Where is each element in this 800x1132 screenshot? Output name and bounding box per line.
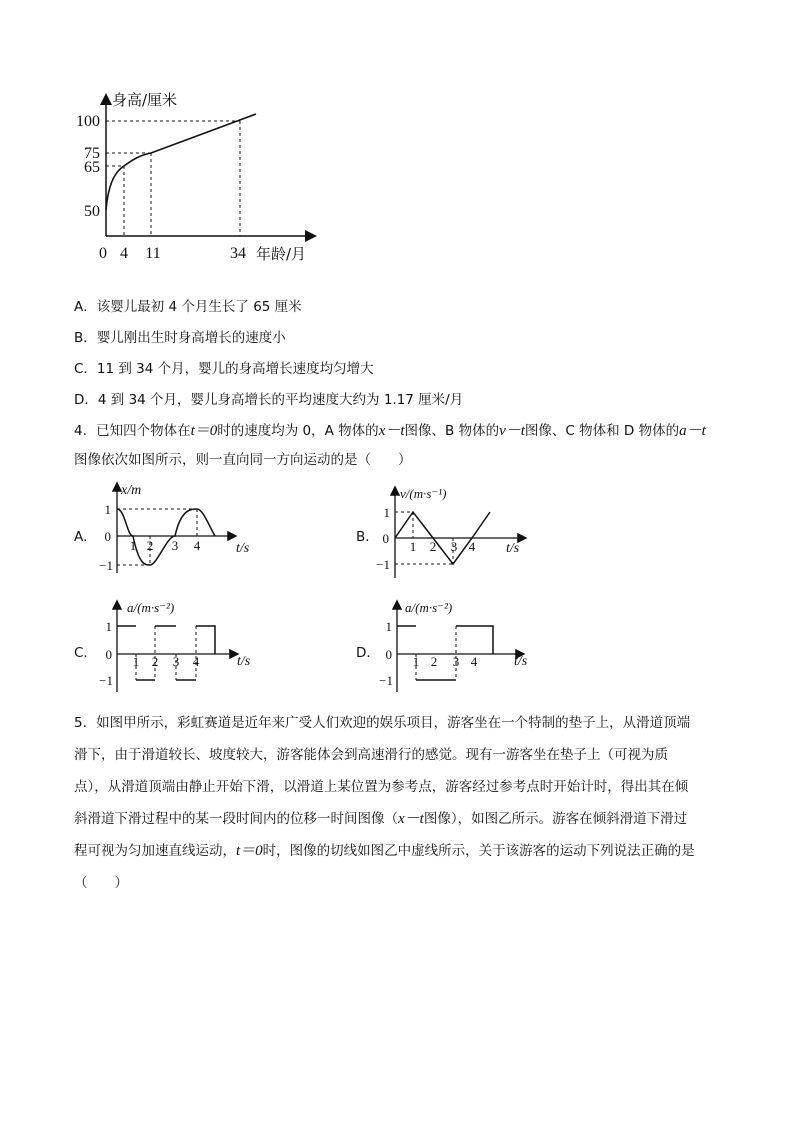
x-axis-label: 年龄/月 <box>256 245 307 263</box>
svg-text:4: 4 <box>193 538 201 553</box>
svg-text:−1: −1 <box>376 557 390 572</box>
q4-stem-line2: 图像依次如图所示，则一直向同一方向运动的是（ ） <box>74 452 412 468</box>
svg-text:2: 2 <box>430 654 438 669</box>
q5-line4: 斜滑道下滑过程中的某一段时间内的位移一时间图像（x－t图像），如图乙所示。游客在倾斜滑道下滑过 <box>74 811 688 827</box>
svg-text:3: 3 <box>172 654 180 669</box>
svg-text:1: 1 <box>383 505 390 520</box>
q5-line1: 5．如图甲所示，彩虹赛道是近年来广受人们欢迎的娱乐项目，游客坐在一个特制的垫子上，从滑道顶端 <box>74 715 691 731</box>
svg-text:t/s: t/s <box>514 654 528 669</box>
tick-x-4: 4 <box>120 245 128 262</box>
svg-text:x/m: x/m <box>121 483 142 498</box>
c-line <box>117 626 215 680</box>
svg-text:−1: −1 <box>379 673 393 688</box>
tick-y-100: 100 <box>76 113 100 130</box>
svg-text:t/s: t/s <box>506 541 520 556</box>
option-c: C．11 到 34 个月，婴儿的身高增长速度均匀增大 <box>74 361 374 377</box>
tick-y-50: 50 <box>84 203 100 220</box>
growth-curve <box>106 114 256 210</box>
svg-text:1: 1 <box>129 538 137 553</box>
svg-text:2: 2 <box>146 538 154 553</box>
tick-y-75: 75 <box>84 145 100 162</box>
svg-text:4: 4 <box>468 539 476 554</box>
q5-line6: （ ） <box>74 875 128 891</box>
graph-c <box>95 596 260 696</box>
svg-text:t/s: t/s <box>237 654 251 669</box>
svg-text:−1: −1 <box>99 558 113 573</box>
svg-text:0: 0 <box>382 531 389 546</box>
svg-text:−1: −1 <box>99 673 113 688</box>
option-a: A．该婴儿最初 4 个月生长了 65 厘米 <box>74 299 302 315</box>
option-d: D．4 到 34 个月，婴儿身高增长的平均速度大约为 1.17 厘米/月 <box>74 392 464 408</box>
svg-text:1: 1 <box>132 654 140 669</box>
q5-line5: 程可视为匀加速直线运动，t＝0时，图像的切线如图乙中虚线所示，关于该游客的运动下列说法正确的是 <box>74 843 695 859</box>
tick-y-65: 65 <box>84 159 100 176</box>
svg-text:v/(m·s⁻¹): v/(m·s⁻¹) <box>400 486 447 501</box>
a-curve <box>117 509 215 565</box>
svg-text:3: 3 <box>171 538 179 553</box>
svg-text:a/(m·s⁻²): a/(m·s⁻²) <box>127 600 175 615</box>
svg-text:1: 1 <box>409 539 417 554</box>
svg-text:0: 0 <box>105 647 112 662</box>
label-c: C． <box>74 645 97 661</box>
svg-text:0: 0 <box>385 647 392 662</box>
label-a: A． <box>74 529 97 545</box>
graph-a <box>95 478 260 578</box>
d-line <box>397 626 493 680</box>
svg-text:2: 2 <box>429 539 437 554</box>
graph-d <box>375 596 540 696</box>
y-axis-label: 身高/厘米 <box>112 91 178 109</box>
svg-text:1: 1 <box>385 619 392 634</box>
svg-text:t/s: t/s <box>236 541 250 556</box>
svg-text:3: 3 <box>452 654 460 669</box>
q5-line2: 滑下，由于滑道较长、坡度较大，游客能体会到高速滑行的感觉。现有一游客坐在垫子上（可视为质 <box>74 747 668 763</box>
svg-text:1: 1 <box>104 502 111 517</box>
svg-text:a/(m·s⁻²): a/(m·s⁻²) <box>405 600 453 615</box>
svg-text:3: 3 <box>450 539 458 554</box>
graph-b <box>370 482 540 582</box>
q4-stem-line1: 4．已知四个物体在t＝0时的速度均为 0，A 物体的x－t图像、B 物体的v－t图像、C 物体和 D 物体的a－t <box>74 423 706 439</box>
svg-text:1: 1 <box>412 654 420 669</box>
label-b: B． <box>356 529 379 545</box>
tick-x-11: 11 <box>145 245 161 262</box>
option-b: B．婴儿刚出生时身高增长的速度小 <box>74 330 286 346</box>
svg-text:2: 2 <box>151 654 159 669</box>
height-age-graph <box>60 88 330 270</box>
svg-text:1: 1 <box>105 619 112 634</box>
svg-text:4: 4 <box>470 654 478 669</box>
tick-x-34: 34 <box>230 245 246 262</box>
svg-text:0: 0 <box>104 529 111 544</box>
q5-line3: 点），从滑道顶端由静止开始下滑，以滑道上某位置为参考点，游客经过参考点时开始计时，得出其在倾 <box>74 779 689 795</box>
svg-text:4: 4 <box>192 654 200 669</box>
label-d: D． <box>356 645 380 661</box>
tick-x-0: 0 <box>99 245 107 262</box>
